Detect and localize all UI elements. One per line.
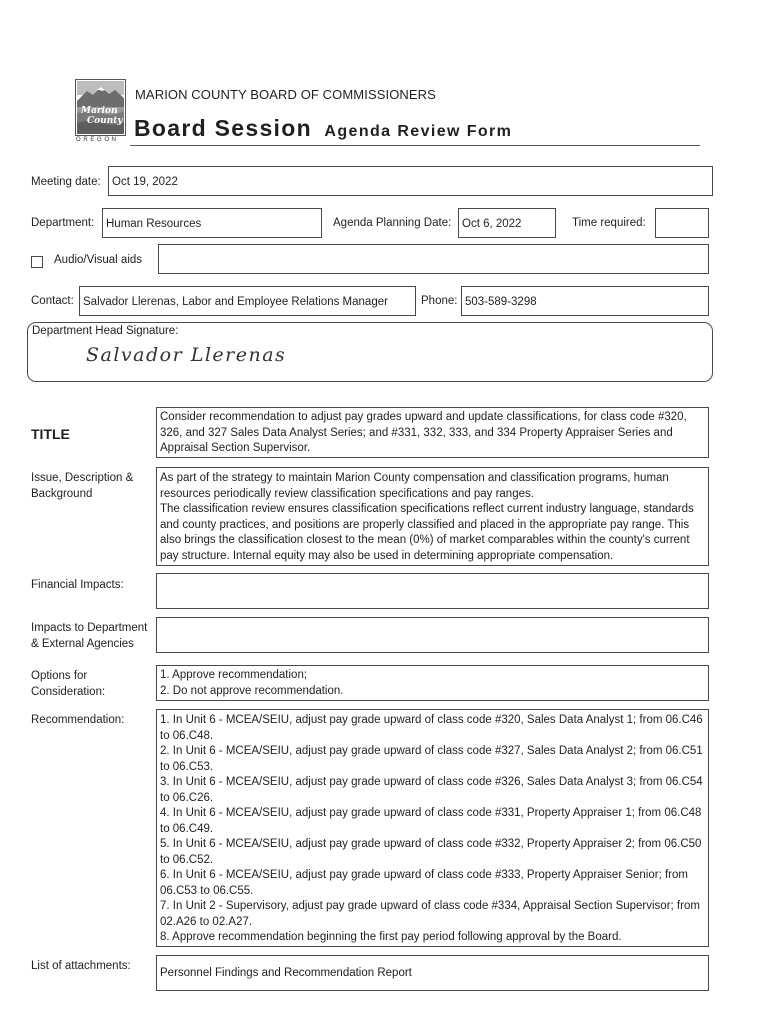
recommendation-item: 3. In Unit 6 - MCEA/SEIU, adjust pay grade upward of class code #326, Sales Data Analyst 3; from 06.C54 to 06.C26. [160, 776, 703, 804]
signature-handwriting: Salvador Llerenas [86, 344, 287, 366]
phone-field[interactable]: 503-589-3298 [461, 286, 709, 316]
signature-label: Department Head Signature: [32, 325, 179, 337]
issue-section-label: Issue, Description & Background [31, 472, 134, 500]
issue-paragraph-2: The classification review ensures classification specifications reflect current industry language, standards and county practices, and positions are properly classified and placed in the appropriate pay range. This also brings the classification closest to the mean (0%) of market comparables within the county's current pay structure. Internal equity may also be used in determining appropriate compensation. [160, 503, 694, 562]
option-item: 1. Approve recommendation; [160, 669, 308, 681]
contact-field[interactable]: Salvador Llerenas, Labor and Employee Relations Manager [79, 286, 416, 316]
org-name: MARION COUNTY BOARD OF COMMISSIONERS [135, 87, 436, 102]
header-rule [130, 145, 700, 146]
logo-wordmark-bottom: County [87, 116, 123, 126]
recommendation-item: 7. In Unit 2 - Supervisory, adjust pay grade upward of class code #334, Appraisal Section Supervisor; from 02.A26 to 02.A27. [160, 900, 700, 928]
contact-label: Contact: [31, 295, 74, 307]
page-title-main: Board Session [134, 115, 312, 141]
attachments-field[interactable] [156, 955, 709, 991]
county-logo [75, 79, 126, 145]
option-item: 2. Do not approve recommendation. [160, 684, 344, 697]
attachment-item: Personnel Findings and Recommendation Report [160, 967, 412, 979]
planning-date-field[interactable]: Oct 6, 2022 [458, 208, 556, 238]
attachments-section-label: List of attachments: [31, 960, 131, 972]
logo-wordmark-top: Marion [81, 106, 118, 116]
options-field[interactable] [156, 665, 709, 701]
recommendation-field[interactable] [156, 709, 709, 947]
page-title [134, 115, 512, 142]
options-section-label: Options for Consideration: [31, 670, 106, 698]
recommendation-item: 1. In Unit 6 - MCEA/SEIU, adjust pay grade upward of class code #320, Sales Data Analyst 1; from 06.C46 to 06.C48. [160, 714, 703, 742]
recommendation-item: 5. In Unit 6 - MCEA/SEIU, adjust pay grade upward of class code #332, Property Appraiser 2; from 06.C50 to 06.C52. [160, 838, 702, 866]
meeting-date-field[interactable]: Oct 19, 2022 [108, 166, 713, 196]
impacts-field[interactable] [156, 617, 709, 653]
page-title-sub: Agenda Review Form [324, 123, 513, 140]
financial-section-label: Financial Impacts: [31, 579, 124, 591]
issue-paragraph-1: As part of the strategy to maintain Marion County compensation and classification programs, human resources periodically review classification specifications and pay ranges. [160, 472, 669, 500]
audio-visual-label: Audio/Visual aids [54, 254, 143, 266]
meeting-date-row [27, 166, 713, 196]
recommendation-section-label: Recommendation: [31, 714, 125, 726]
audio-visual-field[interactable] [158, 244, 709, 274]
planning-date-label: Agenda Planning Date: [333, 217, 452, 229]
signature-box[interactable] [27, 322, 713, 382]
title-text: Consider recommendation to adjust pay grades upward and update classifications, for class code #320, 326, and 327 Sales Data Analyst Series; and #331, 332, 333, and 334 Property Appraiser Series and Appraisal Section Supervisor. [160, 411, 687, 454]
financial-field[interactable] [156, 573, 709, 609]
time-required-field[interactable] [655, 208, 709, 238]
logo-state: O R E G O N [76, 137, 117, 143]
department-field[interactable]: Human Resources [102, 208, 322, 238]
time-required-label: Time required: [572, 217, 646, 229]
title-section-label: TITLE [31, 426, 70, 442]
audio-visual-checkbox[interactable] [31, 256, 43, 268]
recommendation-item: 4. In Unit 6 - MCEA/SEIU, adjust pay grade upward of class code #331, Property Appraiser 1; from 06.C48 to 06.C49. [160, 807, 702, 835]
recommendation-item: 6. In Unit 6 - MCEA/SEIU, adjust pay grade upward of class code #333, Property Appraiser Senior; from 06.C53 to 06.C55. [160, 869, 688, 897]
issue-text-field[interactable] [156, 467, 709, 566]
title-text-field[interactable] [156, 407, 709, 458]
department-label: Department: [31, 217, 95, 229]
meeting-date-label: Meeting date: [31, 176, 101, 188]
recommendation-item: 2. In Unit 6 - MCEA/SEIU, adjust pay grade upward of class code #327, Sales Data Analyst 2; from 06.C51 to 06.C53. [160, 745, 703, 773]
recommendation-item: 8. Approve recommendation beginning the first pay period following approval by the Board. [160, 931, 622, 943]
phone-label: Phone: [421, 295, 458, 307]
impacts-section-label: Impacts to Department & External Agencies [31, 622, 148, 650]
